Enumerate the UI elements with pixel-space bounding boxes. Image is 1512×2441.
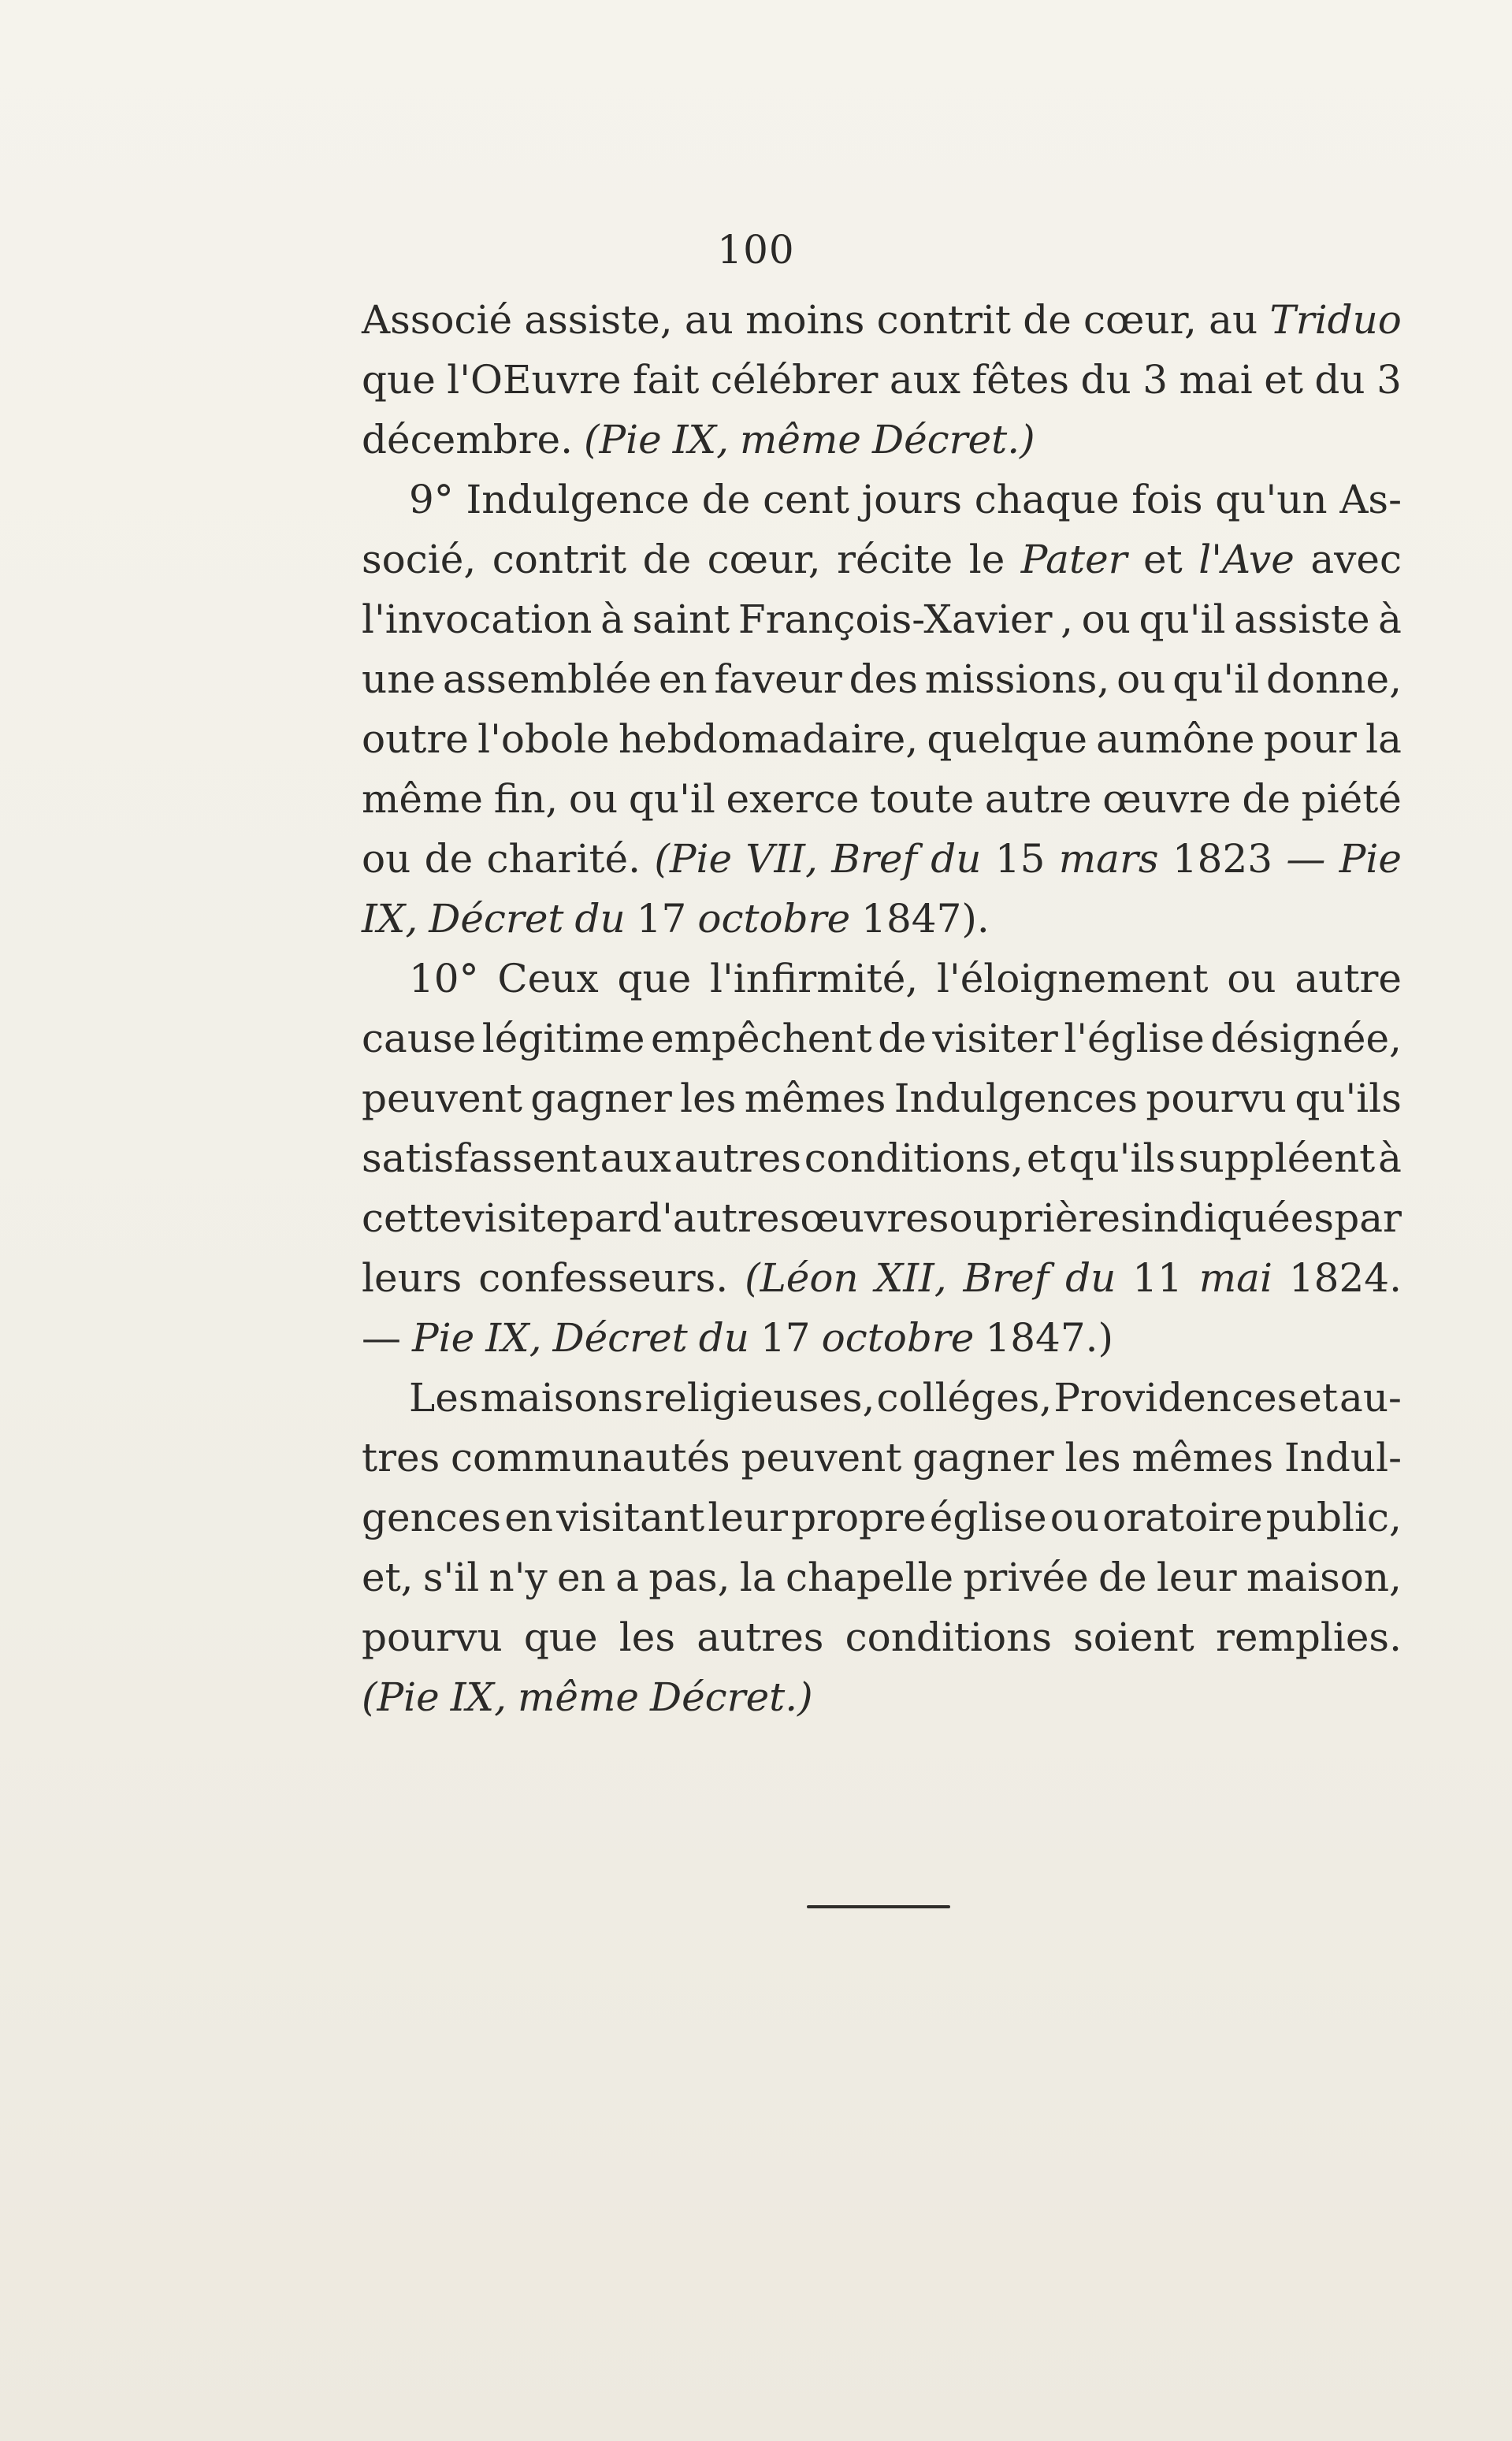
word: visitant bbox=[556, 1495, 705, 1540]
word: par bbox=[1334, 1195, 1402, 1241]
word: moins bbox=[745, 297, 865, 343]
word: colléges, bbox=[876, 1375, 1053, 1421]
word: gagner bbox=[912, 1435, 1054, 1481]
word: exerce bbox=[726, 776, 860, 822]
word: assemblée bbox=[442, 656, 652, 702]
word: prières bbox=[997, 1195, 1141, 1241]
word: fois bbox=[1131, 477, 1203, 522]
word: 1847). bbox=[861, 896, 990, 942]
word: chaque bbox=[974, 477, 1120, 522]
word: 1847.) bbox=[985, 1315, 1114, 1361]
word: socié, bbox=[362, 537, 477, 582]
word: remplies. bbox=[1215, 1614, 1402, 1660]
word: du bbox=[1080, 357, 1131, 403]
word: de bbox=[424, 836, 474, 882]
word: (Léon bbox=[745, 1255, 859, 1301]
word: charité. bbox=[486, 836, 641, 882]
text-line bbox=[362, 1547, 1402, 1607]
word: mai bbox=[1198, 1255, 1272, 1301]
text-line bbox=[362, 589, 1402, 649]
word: même bbox=[517, 1674, 639, 1720]
word: a bbox=[615, 1555, 639, 1600]
word: visite bbox=[462, 1195, 570, 1241]
word: d'autres bbox=[637, 1195, 801, 1241]
word: Pater bbox=[1020, 537, 1127, 582]
word: du bbox=[574, 896, 626, 942]
word: Bref bbox=[831, 836, 917, 882]
word: assiste bbox=[1234, 596, 1370, 642]
word: mai bbox=[1179, 357, 1253, 403]
word: les bbox=[680, 1076, 737, 1121]
text-line bbox=[362, 1068, 1402, 1128]
word: — bbox=[1286, 836, 1326, 882]
word: 17 bbox=[760, 1315, 811, 1361]
word: Triduo bbox=[1269, 297, 1402, 343]
word: 11 bbox=[1132, 1255, 1183, 1301]
word: n'y bbox=[489, 1555, 548, 1600]
text-line bbox=[362, 1009, 1402, 1068]
word: Bref bbox=[963, 1255, 1049, 1301]
word: la bbox=[739, 1555, 776, 1600]
word: Pie bbox=[1339, 836, 1402, 882]
text-line bbox=[362, 769, 1402, 829]
word: Indulgences bbox=[893, 1076, 1138, 1121]
word: ou bbox=[1049, 1495, 1100, 1540]
text-line bbox=[362, 410, 1402, 470]
word: suppléent bbox=[1178, 1135, 1376, 1181]
word: Décret bbox=[552, 1315, 688, 1361]
text-line bbox=[362, 1607, 1402, 1667]
word: visiter bbox=[932, 1016, 1058, 1061]
word: maisons bbox=[480, 1375, 644, 1421]
word: l'infirmité, bbox=[710, 956, 919, 1001]
word: pour bbox=[1263, 716, 1357, 762]
word: peuvent bbox=[362, 1076, 522, 1121]
word: s'il bbox=[422, 1555, 480, 1600]
word: contrit bbox=[876, 297, 1012, 343]
word: ou bbox=[949, 1195, 998, 1241]
word: l'OEuvre bbox=[447, 357, 622, 403]
word: gences bbox=[362, 1495, 502, 1540]
word: pas, bbox=[648, 1555, 730, 1600]
word: les bbox=[619, 1614, 676, 1660]
word: les bbox=[1064, 1435, 1121, 1481]
word: cœur, bbox=[707, 537, 821, 582]
word: l'invocation bbox=[362, 596, 593, 642]
word: au- bbox=[1339, 1375, 1402, 1421]
text-line bbox=[362, 889, 1402, 949]
word: pourvu bbox=[1146, 1076, 1287, 1121]
body-text bbox=[362, 290, 1402, 1727]
word: de bbox=[642, 537, 692, 582]
text-line bbox=[362, 1188, 1402, 1248]
text-line bbox=[362, 529, 1402, 589]
word: satisfassent bbox=[362, 1135, 597, 1181]
word: aux bbox=[889, 357, 961, 403]
word: Ceux bbox=[497, 956, 599, 1001]
word: mars bbox=[1058, 836, 1159, 882]
word: une bbox=[362, 656, 436, 702]
word: hebdomadaire, bbox=[618, 716, 919, 762]
word: cœur, bbox=[1083, 297, 1197, 343]
page-number: 100 bbox=[717, 227, 795, 273]
word: Pie bbox=[412, 1315, 475, 1361]
word: l'église bbox=[1064, 1016, 1205, 1061]
word: pourvu bbox=[362, 1614, 503, 1660]
word: toute bbox=[870, 776, 975, 822]
word: (Pie bbox=[584, 417, 662, 463]
word: du bbox=[1065, 1255, 1116, 1301]
word: assiste, bbox=[524, 297, 673, 343]
word: ou bbox=[1227, 956, 1276, 1001]
word: et bbox=[1264, 357, 1303, 403]
word: tres bbox=[362, 1435, 440, 1481]
word: et bbox=[1026, 1135, 1066, 1181]
word: autres bbox=[697, 1614, 824, 1660]
end-rule bbox=[807, 1905, 950, 1908]
word: et bbox=[1298, 1375, 1338, 1421]
word: mêmes bbox=[744, 1076, 886, 1121]
word: ou bbox=[362, 836, 411, 882]
word: privée bbox=[963, 1555, 1089, 1600]
word: public, bbox=[1265, 1495, 1402, 1540]
word: autre bbox=[1295, 956, 1402, 1001]
word: à bbox=[600, 596, 624, 642]
word: fêtes bbox=[971, 357, 1070, 403]
text-line bbox=[362, 1667, 1402, 1727]
word: cause bbox=[362, 1016, 477, 1061]
word: du bbox=[931, 836, 982, 882]
word: l'éloignement bbox=[936, 956, 1209, 1001]
word: du bbox=[1314, 357, 1365, 403]
word: Providences bbox=[1053, 1375, 1298, 1421]
word: peuvent bbox=[741, 1435, 902, 1481]
word: de bbox=[878, 1016, 927, 1061]
word: chapelle bbox=[785, 1555, 954, 1600]
word: communautés bbox=[451, 1435, 730, 1481]
word: soient bbox=[1073, 1614, 1194, 1660]
word: autre bbox=[984, 776, 1092, 822]
word: œuvre bbox=[1102, 776, 1232, 822]
word: désignée, bbox=[1210, 1016, 1402, 1061]
word: aumône bbox=[1096, 716, 1255, 762]
word: outre bbox=[362, 716, 469, 762]
word: Indulgence bbox=[466, 477, 690, 522]
text-line bbox=[362, 1368, 1402, 1428]
text-line bbox=[362, 949, 1402, 1009]
word: leurs bbox=[362, 1255, 463, 1301]
word: VII, bbox=[745, 836, 818, 882]
word: ou bbox=[1081, 596, 1131, 642]
word: jours bbox=[861, 477, 963, 522]
word: Associé bbox=[362, 297, 513, 343]
word: octobre bbox=[697, 896, 851, 942]
word: que bbox=[523, 1614, 598, 1660]
word: récite bbox=[837, 537, 953, 582]
word: cette bbox=[362, 1195, 463, 1241]
word: François-Xavier bbox=[737, 596, 1053, 642]
text-line bbox=[362, 1308, 1402, 1368]
word: empêchent bbox=[650, 1016, 872, 1061]
word: donne, bbox=[1265, 656, 1402, 702]
word: de bbox=[1023, 297, 1072, 343]
word: avec bbox=[1310, 537, 1402, 582]
text-line bbox=[362, 829, 1402, 889]
word: IX, bbox=[450, 1674, 507, 1720]
word: légitime bbox=[481, 1016, 645, 1061]
word: confesseurs. bbox=[478, 1255, 729, 1301]
word: IX, bbox=[485, 1315, 542, 1361]
word: contrit bbox=[492, 537, 627, 582]
word: fin, bbox=[493, 776, 559, 822]
word: Les bbox=[409, 1375, 479, 1421]
word: le bbox=[968, 537, 1005, 582]
text-line bbox=[362, 709, 1402, 769]
word: la bbox=[1365, 716, 1402, 762]
text-line bbox=[362, 290, 1402, 350]
word: leur bbox=[708, 1495, 789, 1540]
word: même bbox=[362, 776, 484, 822]
word: et bbox=[1143, 537, 1183, 582]
word: des bbox=[849, 656, 918, 702]
word: 17 bbox=[636, 896, 687, 942]
word: que bbox=[362, 357, 436, 403]
word: par bbox=[569, 1195, 637, 1241]
word: en bbox=[658, 656, 708, 702]
text-line bbox=[362, 649, 1402, 709]
text-line bbox=[362, 1428, 1402, 1488]
word: en bbox=[504, 1495, 553, 1540]
word: qu'il bbox=[628, 776, 715, 822]
word: œuvres bbox=[800, 1195, 949, 1241]
word: au bbox=[684, 297, 734, 343]
word: décembre. bbox=[362, 417, 573, 463]
word: même bbox=[739, 417, 861, 463]
word: à bbox=[1378, 1135, 1402, 1181]
text-line bbox=[362, 470, 1402, 529]
word: religieuses, bbox=[645, 1375, 875, 1421]
word: faveur bbox=[714, 656, 842, 702]
word: au bbox=[1209, 297, 1258, 343]
word: église bbox=[929, 1495, 1047, 1540]
word: gagner bbox=[530, 1076, 672, 1121]
word: Décret bbox=[429, 896, 564, 942]
word: propre bbox=[791, 1495, 927, 1540]
word: ou bbox=[1116, 656, 1166, 702]
word: qu'ils bbox=[1068, 1135, 1176, 1181]
word: 9° bbox=[409, 477, 454, 522]
word: l'obole bbox=[477, 716, 610, 762]
word: de bbox=[1242, 776, 1291, 822]
word: 15 bbox=[994, 836, 1046, 882]
word: — bbox=[362, 1315, 401, 1361]
word: en bbox=[557, 1555, 606, 1600]
word: maison, bbox=[1246, 1555, 1402, 1600]
word: et, bbox=[362, 1555, 414, 1600]
word: l'Ave bbox=[1198, 537, 1295, 582]
word: que bbox=[617, 956, 692, 1001]
word: qu'ils bbox=[1295, 1076, 1402, 1121]
text-line bbox=[362, 1488, 1402, 1547]
word: piété bbox=[1301, 776, 1402, 822]
word: de bbox=[701, 477, 751, 522]
word: 3 bbox=[1142, 357, 1168, 403]
word: qu'un bbox=[1215, 477, 1328, 522]
word: ou bbox=[568, 776, 619, 822]
word: Décret.) bbox=[872, 417, 1035, 463]
word: qu'il bbox=[1139, 596, 1226, 642]
word: , bbox=[1061, 596, 1074, 642]
word: conditions, bbox=[804, 1135, 1024, 1181]
word: 1824. bbox=[1288, 1255, 1402, 1301]
word: autres bbox=[674, 1135, 801, 1181]
text-line bbox=[362, 1128, 1402, 1188]
word: à bbox=[1378, 596, 1402, 642]
word: As- bbox=[1339, 477, 1402, 522]
word: qu'il bbox=[1172, 656, 1260, 702]
word: leur bbox=[1156, 1555, 1237, 1600]
word: mêmes bbox=[1131, 1435, 1274, 1481]
word: missions, bbox=[924, 656, 1110, 702]
word: (Pie bbox=[362, 1674, 440, 1720]
word: 1823 bbox=[1172, 836, 1273, 882]
word: fait bbox=[632, 357, 700, 403]
word: IX, bbox=[362, 896, 418, 942]
word: IX, bbox=[672, 417, 729, 463]
word: de bbox=[1098, 1555, 1147, 1600]
word: du bbox=[698, 1315, 749, 1361]
text-line bbox=[362, 350, 1402, 410]
word: XII, bbox=[875, 1255, 947, 1301]
word: saint bbox=[632, 596, 730, 642]
word: octobre bbox=[821, 1315, 975, 1361]
word: (Pie bbox=[654, 836, 733, 882]
word: célébrer bbox=[710, 357, 879, 403]
word: quelque bbox=[927, 716, 1087, 762]
word: 10° bbox=[409, 956, 479, 1001]
word: oratoire bbox=[1102, 1495, 1263, 1540]
word: cent bbox=[763, 477, 849, 522]
word: 3 bbox=[1376, 357, 1402, 403]
word: Décret.) bbox=[650, 1674, 813, 1720]
word: aux bbox=[600, 1135, 671, 1181]
word: Indul- bbox=[1284, 1435, 1402, 1481]
word: indiquées bbox=[1140, 1195, 1335, 1241]
text-line bbox=[362, 1248, 1402, 1308]
word: conditions bbox=[845, 1614, 1052, 1660]
